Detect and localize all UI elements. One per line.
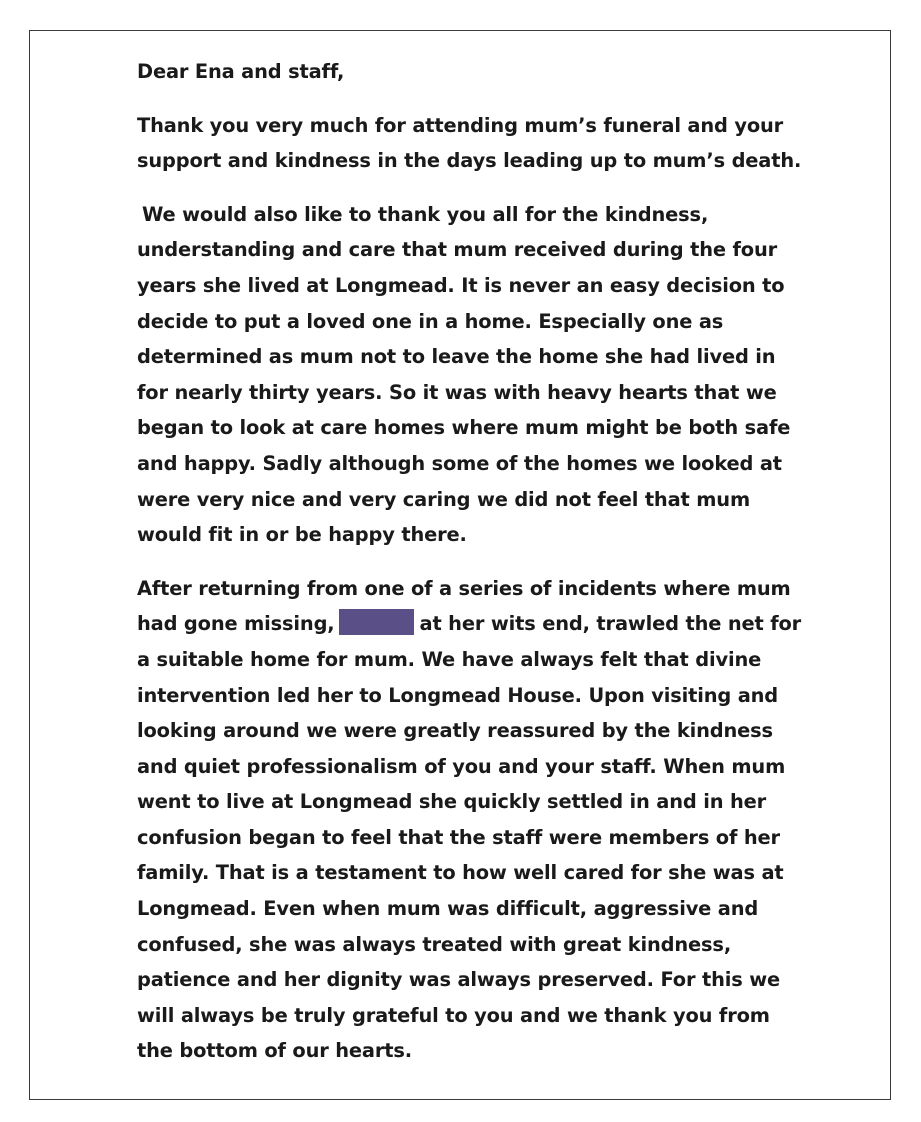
paragraph-1-line: support and kindness in the days leading up to mum’s death. bbox=[137, 149, 802, 173]
paragraph-1-line: Thank you very much for attending mum’s funeral and your bbox=[137, 113, 784, 137]
paragraph-1 bbox=[137, 108, 817, 179]
paragraph-3-line: went to live at Longmead she quickly settled in and in her bbox=[137, 790, 767, 814]
paragraph-3-line: the bottom of our hearts. bbox=[137, 1039, 412, 1063]
paragraph-3-line: and quiet professionalism of you and your staff. When mum bbox=[137, 754, 786, 778]
paragraph-3-text-after-redaction: at her wits end, trawled the net for bbox=[419, 612, 802, 636]
paragraph-3-line: After returning from one of a series of incidents where mum bbox=[137, 576, 791, 600]
paragraph-3-text-before-redaction: had gone missing, bbox=[137, 612, 335, 636]
paragraph-2-line: were very nice and very caring we did not feel that mum bbox=[137, 487, 751, 511]
paragraph-2-line: decide to put a loved one in a home. Especially one as bbox=[137, 309, 724, 333]
paragraph-2-line: determined as mum not to leave the home she had lived in bbox=[137, 345, 776, 369]
paragraph-3-line: confused, she was always treated with great kindness, bbox=[137, 932, 732, 956]
paragraph-2-line: began to look at care homes where mum might be both safe bbox=[137, 416, 791, 440]
paragraph-3-line-redacted bbox=[137, 606, 817, 642]
paragraph-3-line: confusion began to feel that the staff were members of her bbox=[137, 825, 780, 849]
paragraph-2 bbox=[137, 197, 817, 553]
paragraph-2-line: years she lived at Longmead. It is never an easy decision to bbox=[137, 273, 785, 297]
paragraph-3-line: family. That is a testament to how well cared for she was at bbox=[137, 861, 784, 885]
paragraph-3-line: patience and her dignity was always preserved. For this we bbox=[137, 968, 781, 992]
paragraph-3-line: looking around we were greatly reassured by the kindness bbox=[137, 719, 773, 743]
paragraph-3 bbox=[137, 571, 817, 1069]
paragraph-2-line: understanding and care that mum received during the four bbox=[137, 238, 778, 262]
paragraph-3-line: Longmead. Even when mum was difficult, aggressive and bbox=[137, 897, 759, 921]
paragraph-3-line: a suitable home for mum. We have always felt that divine bbox=[137, 647, 762, 671]
greeting: Dear Ena and staff, bbox=[137, 60, 345, 83]
letter-body bbox=[137, 54, 817, 1069]
redaction-block bbox=[339, 609, 414, 635]
paragraph-2-line: for nearly thirty years. So it was with heavy hearts that we bbox=[137, 380, 777, 404]
paragraph-2-line: We would also like to thank you all for the kindness, bbox=[142, 202, 709, 226]
paragraph-3-line: intervention led her to Longmead House. Upon visiting and bbox=[137, 683, 779, 707]
paragraph-3-line: will always be truly grateful to you and we thank you from bbox=[137, 1003, 770, 1027]
paragraph-2-line: would fit in or be happy there. bbox=[137, 523, 467, 547]
paragraph-2-line: and happy. Sadly although some of the homes we looked at bbox=[137, 451, 782, 475]
